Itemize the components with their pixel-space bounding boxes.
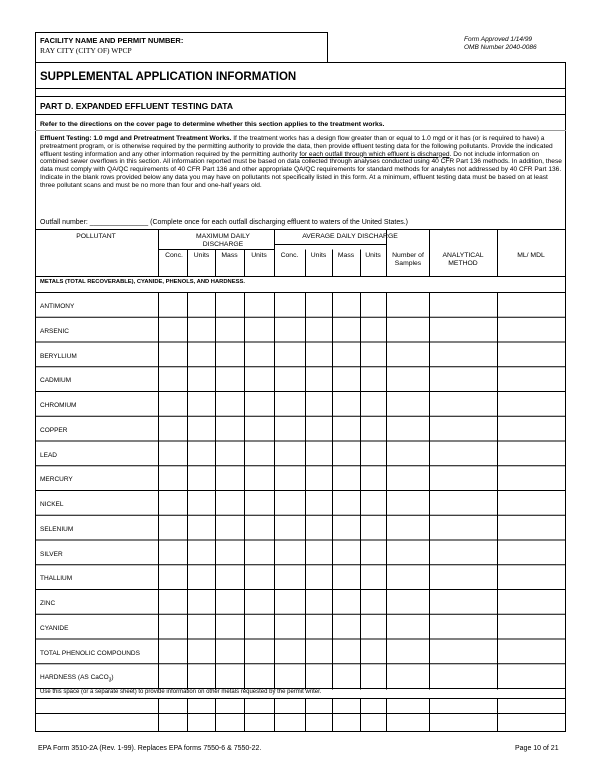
instructions-lead: Effluent Testing: 1.0 mgd and Pretreatment Treatment Works. [40, 135, 232, 142]
max-conc-header: Conc. [165, 252, 183, 259]
pollutant-row-label: NICKEL [40, 501, 64, 508]
max-mass-units-header: Units [251, 252, 267, 259]
avg-conc-header: Conc. [280, 252, 299, 259]
max-mass-header: Mass [221, 252, 238, 259]
additional-metals-note: Use this space (or a separate sheet) to provide information on other metals requested by the permit writer. [40, 689, 322, 695]
max-units-header: Units [193, 252, 210, 259]
pollutant-row-label: ARSENIC [40, 327, 69, 335]
instructions-text: . Do not include information on combined sewer overflows in this section. All information reported must be based on data collected through analyses conducted using 40 CFR Part 136 methods. In addition, these data must comply with QA/QC requirements of 40 CFR Part 136 and other appropriate QA/QC requirements for standard methods for analytes not addressed by 40 CFR Part 136. Indicate in the blank rows provided below any data you may have on pollutants not specifically listed in this form. At a minimum, effluent testing data must be based on at least three pollutant scans and must be no more than four and one-half years old. [40, 150, 562, 189]
form-approval-info [464, 36, 537, 52]
pollutant-row-label: THALLIUM [40, 575, 73, 583]
omb-number: OMB Number 2040-0086 [464, 44, 537, 51]
instructions-text: If the treatment works has a design flow greater than or equal to 1.0 mgd or it has (or is required to have) a pretreatment program, or is otherwise required by the permitting authority to provide the data, then provide effluent testing data for the following pollutants. Provide the indicated effluent testing information and any other information required by the permitting authority [40, 135, 553, 158]
pollutant-row-label: BERYLLIUM [40, 352, 77, 360]
testing-data-table-grid [35, 229, 566, 733]
avg-mass-units-header: Units [365, 252, 381, 259]
pollutant-row-label: HARDNESS (AS CaCO$_3$) [40, 674, 114, 684]
pollutant-row-label: LEAD [40, 451, 57, 459]
divider [35, 96, 566, 97]
max-daily-header: MAXIMUM DAILY DISCHARGE [196, 233, 250, 248]
pollutant-row-label: SELENIUM [40, 525, 74, 533]
instructions-underlined: for each outfall through which effluent is discharged [299, 150, 450, 158]
pollutant-row-label: TOTAL PHENOLIC COMPOUNDS [40, 649, 140, 657]
section-title: SUPPLEMENTAL APPLICATION INFORMATION [40, 71, 297, 83]
pollutant-row-label: ZINC [40, 600, 56, 607]
pollutant-row-label: CHROMIUM [40, 402, 77, 409]
divider [35, 88, 566, 89]
avg-units-header: Units [310, 252, 327, 259]
pollutant-row-label: CYANIDE [40, 624, 69, 632]
facility-label: FACILITY NAME AND PERMIT NUMBER: [40, 36, 184, 45]
divider [35, 114, 566, 115]
avg-mass-header: Mass [337, 252, 355, 259]
form-approved-date: Form Approved 1/14/99 [464, 36, 533, 43]
part-heading: PART D. EXPANDED EFFLUENT TESTING DATA [40, 101, 233, 111]
number-of-samples-header: Number of Samples [392, 252, 424, 267]
avg-daily-header: AVERAGE DAILY DISCHARGE [302, 233, 398, 240]
directions-note: Refer to the directions on the cover page to determine whether this section applies to the treatment works. [40, 121, 385, 128]
facility-name-value: RAY CITY (CITY OF) WPCP [40, 46, 132, 55]
ml-mdl-header: ML/ MDL [517, 252, 545, 259]
page-number: Page 10 of 21 [515, 745, 559, 752]
outfall-number-field[interactable]: Outfall number: _______________ (Complete once for each outfall discharging effluent to waters of the United States.) [40, 219, 408, 226]
pollutant-row-label: MERCURY [40, 476, 73, 484]
pollutant-header: POLLUTANT [76, 233, 116, 240]
divider [35, 130, 566, 131]
pollutant-row-label: COPPER [40, 426, 68, 434]
form-footer-id: EPA Form 3510-2A (Rev. 1-99). Replaces EPA forms 7550-6 & 7550-22. [38, 745, 262, 752]
pollutant-row-label: SILVER [40, 550, 63, 558]
metals-group-header: METALS (TOTAL RECOVERABLE), CYANIDE, PHENOLS, AND HARDNESS. [40, 279, 245, 285]
analytical-method-header: ANALYTICAL METHOD [442, 252, 484, 267]
instructions-paragraph [40, 135, 562, 190]
pollutant-row-label: ANTIMONY [40, 303, 75, 310]
pollutant-row-label: CADMIUM [40, 377, 72, 385]
